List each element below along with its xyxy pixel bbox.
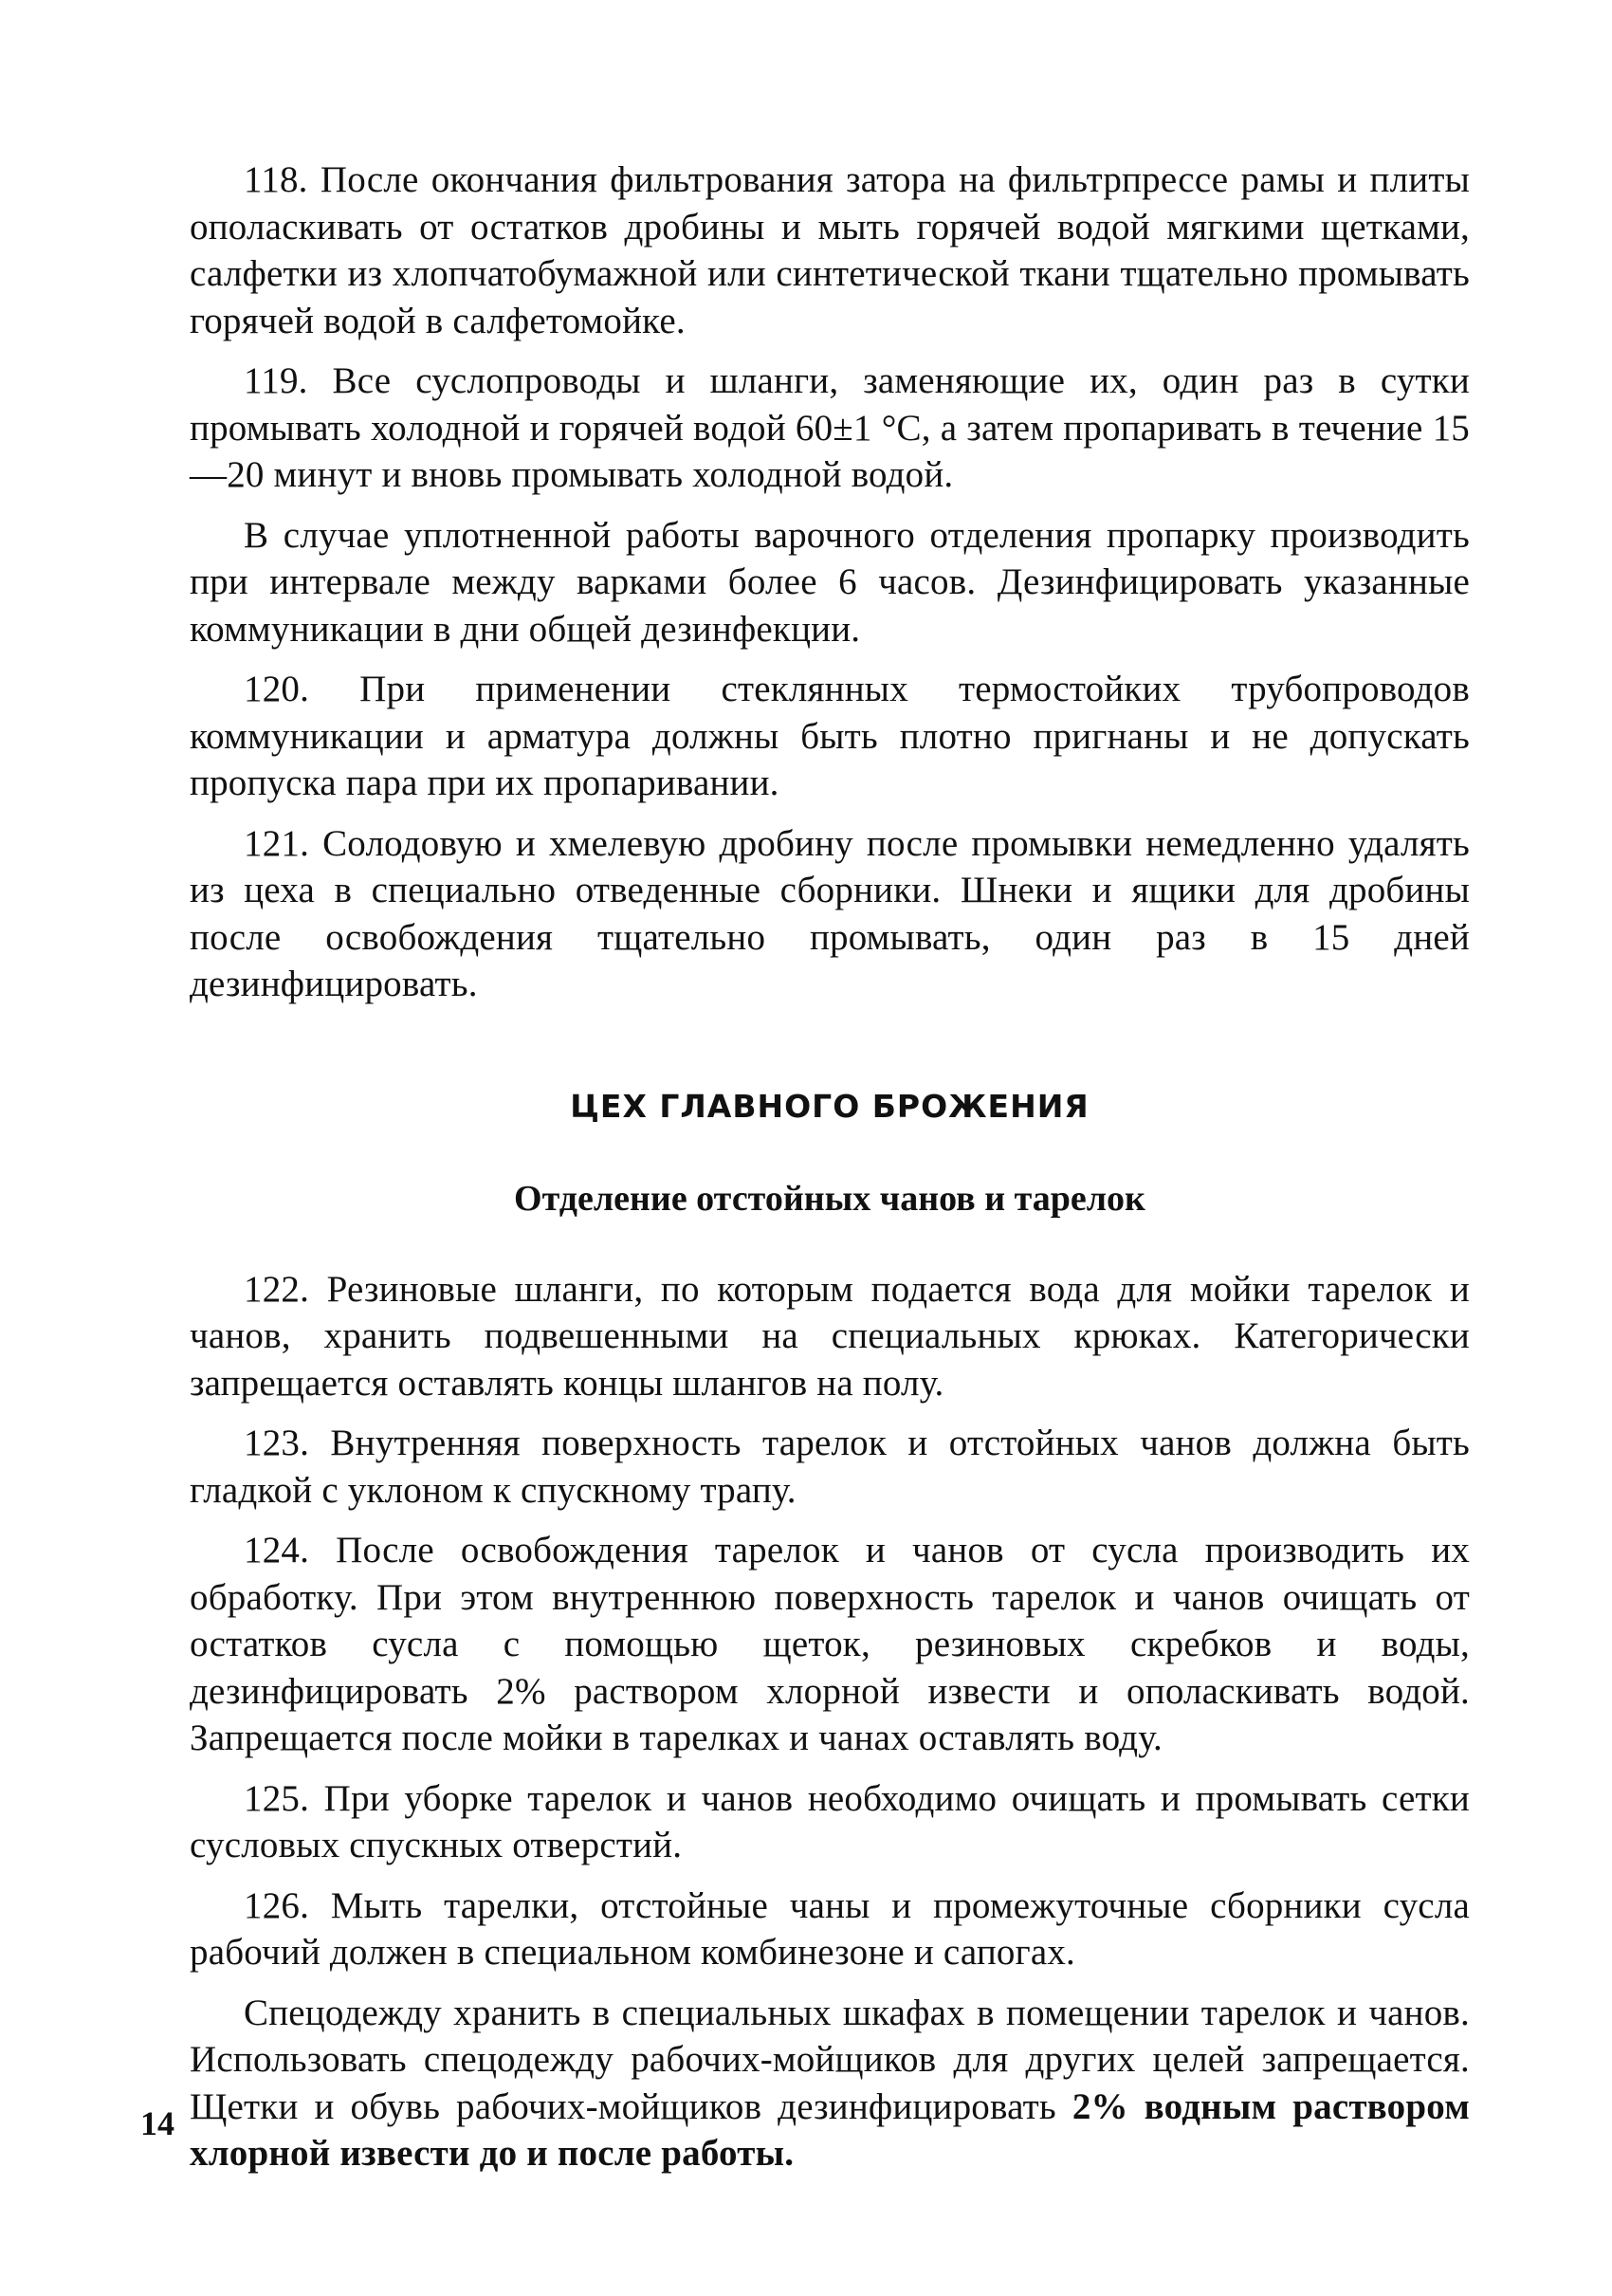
paragraph-122: 122. Резиновые шланги, по которым подается вода для мойки тарелок и чанов, хранить подвешенными на специальных крюках. Категорически запрещается оставлять концы шлангов на полу. xyxy=(190,1268,1470,1404)
last-paragraph-tail: 2% водным раствором хлорной извести до и после работы. xyxy=(190,2085,1470,2174)
paragraph-126: 126. Мыть тарелки, отстойные чаны и промежуточные сборники сусла рабочий должен в специальном комбинезоне и сапогах. xyxy=(190,1884,1470,1973)
paragraph-125: 125. При уборке тарелок и чанов необходимо очищать и промывать сетки сусловых спускных отверстий. xyxy=(190,1777,1470,1865)
paragraph-119-continued: В случае уплотненной работы варочного отделения пропарку производить при интервале между варками более 6 часов. Дезинфицировать указанные коммуникации в дни общей дезинфекции. xyxy=(190,514,1470,650)
paragraph-118: 118. После окончания фильтрования затора на фильтрпрессе рамы и плиты ополаскивать от остатков дробины и мыть горячей водой мягкими щетками, салфетки из хлопчатобумажной или синтетической ткани тщательно промывать горячей водой в салфетомойке. xyxy=(190,159,1470,341)
paragraph-120: 120. При применении стеклянных термостойких трубопроводов коммуникации и арматура должны быть плотно пригнаны и не допускать пропуска пара при их пропаривании. xyxy=(190,669,1470,803)
paragraph-126-continued xyxy=(190,1990,1470,2177)
paragraph-123: 123. Внутренняя поверхность тарелок и отстойных чанов должна быть гладкой с уклоном к спускному трапу. xyxy=(190,1423,1470,1511)
section-title: ЦЕХ ГЛАВНОГО БРОЖЕНИЯ xyxy=(570,1087,1090,1125)
paragraph-124: 124. После освобождения тарелок и чанов от сусла производить их обработку. При этом внутреннюю поверхность тарелок и чанов очищать от остатков сусла с помощью щеток, резиновых скребков и воды, дезинфицировать 2% раствором хлорной извести и ополаскивать водой. Запрещается после мойки в тарелках и чанах оставлять воду. xyxy=(190,1530,1470,1758)
paragraph-121: 121. Солодовую и хмелевую дробину после промывки немедленно удалять из цеха в специально отведенные сборники. Шнеки и ящики для дробины после освобождения тщательно промывать, один раз в 15 дней дезинфицировать. xyxy=(190,822,1470,1004)
last-paragraph-main: Спецодежду хранить в специальных шкафах в помещении тарелок и чанов. Использовать спецодежду рабочих-мойщиков для других целей запрещается. Щетки и обувь рабочих-мойщиков дезинфицировать xyxy=(190,1992,1470,2127)
page-number: 14 xyxy=(140,2104,174,2142)
document-page xyxy=(190,156,1470,2191)
paragraph-119: 119. Все суслопроводы и шланги, заменяющие их, один раз в сутки промывать холодной и горячей водой 60±1 °С, а затем пропаривать в течение 15—20 минут и вновь промывать холодной водой. xyxy=(190,360,1470,495)
subsection-title: Отделение отстойных чанов и тарелок xyxy=(514,1178,1145,1219)
